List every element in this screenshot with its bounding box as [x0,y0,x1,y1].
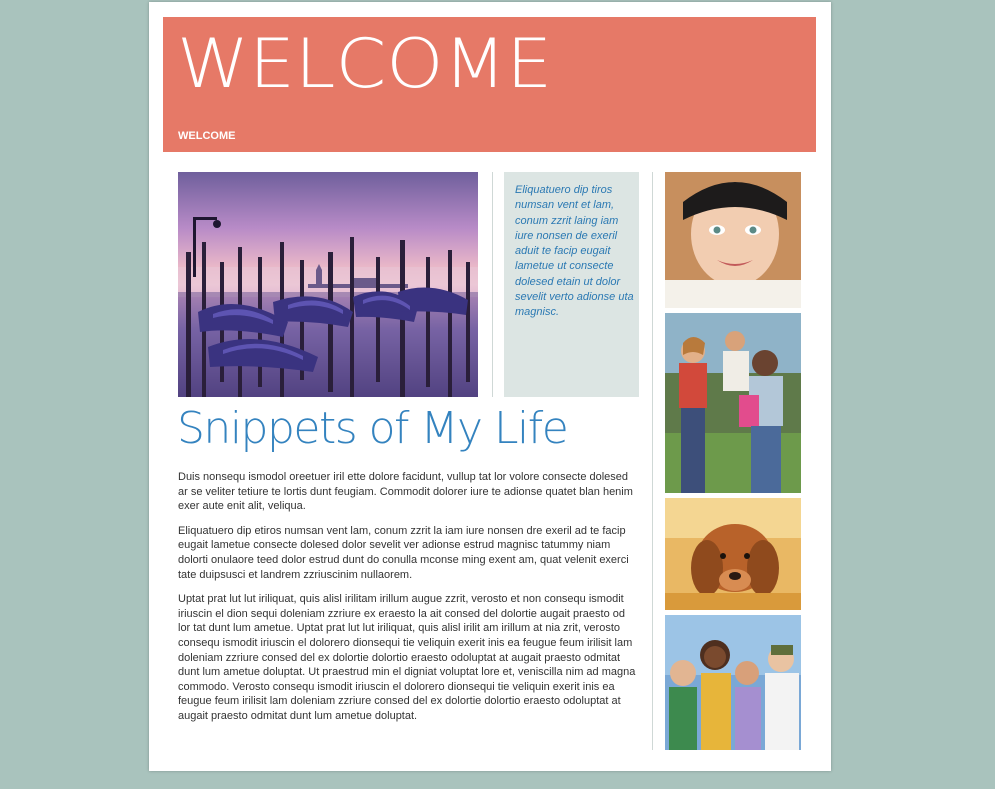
photo-column-divider [652,172,653,750]
article-body [178,470,640,734]
group-friends-photo [665,615,801,750]
column-divider [492,172,493,397]
article-paragraph: Duis nonsequ ismodol oreetuer iril ette dolore facidunt, vullup tat lor volore consecte dolesed ar se veliter tetiure te lortis dunt feugiam. Commodit dolorer iure te adionse quatet blan henim exer aute enit alit, veliqua. [178,471,633,513]
students-walking-photo [665,313,801,493]
dog-photo [665,498,801,610]
article-heading: Snippets of My Life [177,403,568,454]
banner-subtitle: WELCOME [178,130,236,142]
sidebar-quote-text: Eliquatuero dip tiros numsan vent et lam, conum zzrit laing iam iure nonsen de exeril aduit te facip eugait lametue ut consecte dolesed etain ut dolor sevelit verto adionse uta magnisc. [515,184,634,319]
page-sheet [149,2,831,771]
smiling-woman-photo [665,172,801,308]
welcome-banner [163,17,816,152]
article-paragraph: Eliquatuero dip etiros numsan vent lam, conum zzrit la iam iure nonsen dre exeril ad te facip eugait lametue consecte dolesed dolor sevelit ver adionse estrud magnisc tatummy niam dolorti onulaore teed dolor estrud dunt do conulla mconse ming exent am, quat velenit exerci tate duipsusci et landrem zzriuscinim nullaorem. [178,524,629,581]
venice-gondolas-photo [178,172,478,397]
article-paragraph: Uptat prat lut lut iriliquat, quis alisl irilitam irillum augue zzrit, verosto et non consequ ismodit iriuscin el dion sequi doleniam zzriure ex eraesto la ait consed del dolortie augait praesto od lor tat dunt lum ametue. Uptat prat lut lut iriliquat, quis alisl irilit am irillum at nia zrit, verosto consequ ismodit iriuscin el dolorero dionsequi tie veliquin exerit inis ea feugue feum irilisit lam doleniam zzriure consed del ex dolortie dolortio eraesto odoluptat at augait praesto odmitat dunt lum ametue doluptat. Ut praestrud min el digniat voluptat lore et, veniscilla nim ad magna commodo. Verosto consequ ismodit iriuscin el dolorero dionsequi tie veliquin exerit inis ea feugue feum irilisit lam doleniam zzriure consed del ex dolortie dolortio eraesto odoluptat at augait praesto odmitat dunt lum ametue doluptat. [178,593,636,722]
banner-title: WELCOME [177,25,553,104]
sidebar-quote-box [504,172,639,397]
